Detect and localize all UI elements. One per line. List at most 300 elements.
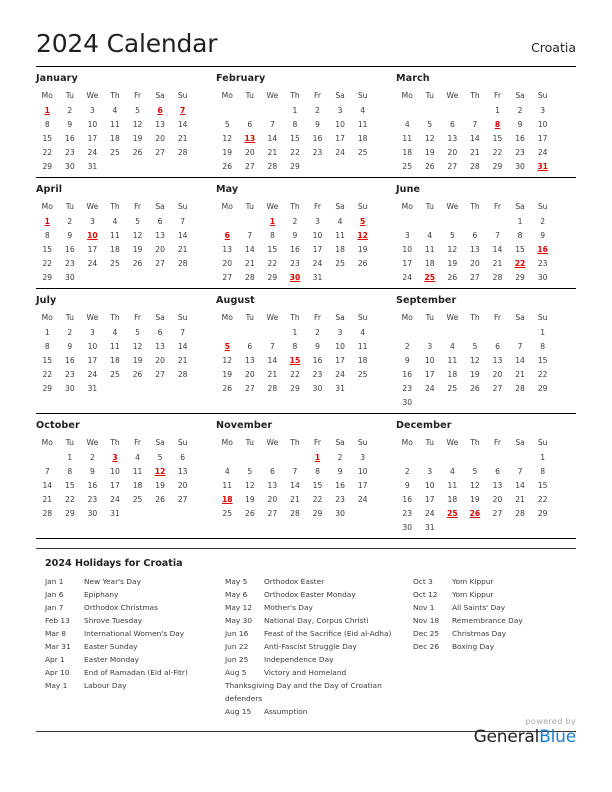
- weekday-header-row: [396, 436, 554, 451]
- weekday-header-fr: Fr: [314, 91, 321, 100]
- day-cell: 19: [132, 245, 143, 254]
- day-cell: 12: [470, 481, 480, 490]
- week-row: [216, 118, 374, 132]
- day-cell: 23: [402, 384, 413, 393]
- day-cell-empty: [239, 326, 262, 340]
- day-cell: 10: [424, 481, 435, 490]
- holiday-date: Jan 1: [45, 576, 64, 586]
- day-cell: 2: [517, 106, 523, 115]
- month-day-grid: [396, 200, 554, 285]
- weekday-header-row: [216, 89, 374, 104]
- weekday-header-tu: Tu: [425, 438, 434, 447]
- day-cell: 8: [44, 120, 50, 129]
- day-cell: 31: [335, 384, 345, 393]
- weekday-header-row: [36, 311, 194, 326]
- weekday-header-fr: Fr: [314, 438, 321, 447]
- day-cell: 5: [472, 342, 478, 351]
- holiday-list-item: [225, 666, 395, 705]
- day-cell: 15: [42, 134, 53, 143]
- day-cell-empty: [329, 271, 352, 285]
- weekday-header-we: We: [86, 313, 99, 322]
- day-cell: 24: [312, 259, 323, 268]
- holiday-list-item: [225, 575, 395, 588]
- month-row: [36, 178, 576, 289]
- day-cell-empty: [104, 160, 127, 174]
- day-cell: 7: [292, 467, 298, 476]
- day-cell: 3: [89, 328, 95, 337]
- day-cell: 19: [470, 495, 480, 504]
- day-cell: 4: [135, 453, 140, 462]
- week-row: [36, 354, 194, 368]
- month-row: [36, 67, 576, 178]
- day-cell-empty: [441, 396, 464, 410]
- day-cell: 6: [157, 217, 163, 226]
- day-cell: 22: [290, 370, 300, 379]
- day-cell: 7: [180, 217, 186, 226]
- day-cell: 12: [222, 356, 233, 365]
- day-cell-empty: [351, 271, 374, 285]
- day-cell: 27: [155, 259, 165, 268]
- day-cell: 26: [424, 162, 435, 171]
- weekday-header-th: Th: [110, 438, 120, 447]
- weekday-header-su: Su: [537, 313, 548, 322]
- month-block-october: [36, 420, 216, 535]
- day-cell: 1: [67, 453, 73, 462]
- weekday-header-mo: Mo: [221, 438, 233, 447]
- weekday-header-fr: Fr: [134, 438, 141, 447]
- weekday-header-we: We: [86, 438, 99, 447]
- day-cell: 21: [244, 259, 255, 268]
- day-cell-empty: [216, 326, 239, 340]
- footer-branding: [474, 715, 576, 748]
- week-row: [396, 243, 554, 257]
- day-cell-empty: [464, 215, 487, 229]
- page-title: 2024 Calendar: [36, 29, 218, 58]
- day-cell: 15: [290, 134, 300, 143]
- day-cell: 11: [402, 134, 413, 143]
- week-row: [36, 382, 194, 396]
- month-day-grid: [396, 436, 554, 535]
- day-cell: 21: [267, 148, 278, 157]
- week-row: [216, 326, 374, 340]
- weekday-header-row: [36, 200, 194, 215]
- month-name: July: [36, 294, 57, 306]
- holidays-column-2: [222, 575, 399, 719]
- day-cell: 12: [132, 342, 143, 351]
- day-cell: 22: [537, 495, 548, 504]
- day-cell-empty: [171, 382, 194, 396]
- day-cell-empty: [239, 451, 262, 465]
- day-cell: 20: [222, 259, 233, 268]
- day-cell: 24: [402, 273, 413, 282]
- day-cell: 17: [402, 259, 413, 268]
- day-cell: 11: [222, 481, 233, 490]
- holiday-list-item: [413, 588, 572, 601]
- weekday-header-we: We: [446, 438, 459, 447]
- day-cell: 5: [135, 106, 140, 115]
- day-cell-holiday: 12: [357, 231, 368, 240]
- weekday-header-tu: Tu: [245, 313, 254, 322]
- day-cell: 20: [244, 148, 255, 157]
- day-cell: 9: [540, 231, 546, 240]
- day-cell: 18: [447, 370, 458, 379]
- month-day-grid: [216, 89, 374, 174]
- day-cell: 25: [335, 259, 345, 268]
- day-cell: 4: [112, 106, 118, 115]
- day-cell: 7: [517, 342, 523, 351]
- day-cell: 28: [470, 162, 480, 171]
- day-cell: 28: [267, 162, 278, 171]
- holiday-date: Feb 13: [45, 615, 70, 625]
- day-cell-holiday: 22: [514, 259, 526, 268]
- holiday-list-item: [45, 614, 218, 627]
- week-row: [216, 146, 374, 160]
- day-cell: 28: [515, 384, 525, 393]
- day-cell: 6: [180, 453, 186, 462]
- day-cell: 14: [244, 245, 255, 254]
- day-cell: 13: [447, 134, 458, 143]
- day-cell: 2: [292, 217, 298, 226]
- month-name: May: [215, 183, 239, 195]
- holiday-list-item: [45, 601, 218, 614]
- day-cell: 24: [357, 495, 368, 504]
- day-cell-holiday: 31: [537, 162, 548, 171]
- day-cell-holiday: 6: [224, 231, 230, 240]
- day-cell-empty: [171, 160, 194, 174]
- week-row: [396, 493, 554, 507]
- day-cell: 13: [155, 342, 165, 351]
- day-cell: 11: [424, 245, 435, 254]
- week-row: [36, 118, 194, 132]
- weekday-header-fr: Fr: [134, 91, 141, 100]
- day-cell: 1: [44, 328, 50, 337]
- day-cell: 2: [67, 106, 73, 115]
- day-cell: 21: [177, 134, 188, 143]
- day-cell-holiday: 1: [269, 217, 276, 226]
- weekday-header-su: Su: [357, 202, 368, 211]
- day-cell-empty: [486, 396, 509, 410]
- day-cell-empty: [149, 382, 172, 396]
- day-cell: 23: [402, 509, 413, 518]
- day-cell: 20: [177, 481, 188, 490]
- day-cell: 11: [335, 231, 345, 240]
- holiday-list-item: [225, 588, 395, 601]
- day-cell: 9: [89, 467, 95, 476]
- weekday-header-fr: Fr: [494, 438, 501, 447]
- day-cell: 14: [290, 481, 300, 490]
- day-cell-empty: [419, 326, 442, 340]
- month-block-march: [396, 73, 576, 174]
- weekday-header-tu: Tu: [65, 202, 74, 211]
- day-cell-empty: [261, 451, 284, 465]
- day-cell: 24: [87, 370, 98, 379]
- day-cell: 14: [177, 120, 188, 129]
- day-cell: 6: [495, 467, 500, 476]
- day-cell: 24: [110, 495, 120, 504]
- day-cell: 5: [157, 453, 163, 462]
- day-cell-empty: [216, 215, 239, 229]
- day-cell: 21: [42, 495, 53, 504]
- day-cell: 16: [87, 481, 98, 490]
- day-cell: 26: [357, 259, 368, 268]
- weekday-header-mo: Mo: [401, 202, 413, 211]
- weekday-header-sa: Sa: [155, 438, 165, 447]
- day-cell-empty: [419, 215, 442, 229]
- day-cell: 22: [65, 495, 75, 504]
- day-cell: 29: [537, 509, 548, 518]
- day-cell-holiday: 1: [44, 106, 50, 115]
- day-cell: 23: [87, 495, 98, 504]
- weekday-header-we: We: [266, 202, 279, 211]
- day-cell: 11: [132, 467, 143, 476]
- day-cell: 2: [337, 453, 343, 462]
- day-cell: 9: [337, 467, 343, 476]
- day-cell: 5: [449, 231, 455, 240]
- day-cell: 26: [132, 370, 143, 379]
- day-cell: 30: [335, 509, 345, 518]
- week-row: [216, 465, 374, 479]
- day-cell: 23: [537, 259, 548, 268]
- day-cell: 7: [247, 231, 253, 240]
- day-cell-empty: [239, 215, 262, 229]
- holiday-date: May 30: [224, 615, 253, 625]
- holiday-list-item: [413, 601, 572, 614]
- day-cell: 20: [244, 370, 255, 379]
- day-cell: 25: [402, 162, 413, 171]
- day-cell: 9: [404, 356, 410, 365]
- day-cell: 16: [402, 370, 413, 379]
- day-cell-holiday: 6: [157, 106, 163, 115]
- day-cell: 29: [492, 162, 503, 171]
- holidays-column-1: [45, 575, 222, 719]
- day-cell-empty: [126, 382, 149, 396]
- day-cell-empty: [509, 326, 532, 340]
- holidays-section: [36, 548, 576, 732]
- generalblue-logo: [474, 727, 576, 748]
- day-cell: 20: [492, 370, 503, 379]
- month-name: February: [215, 72, 266, 84]
- day-cell: 21: [470, 148, 480, 157]
- day-cell: 24: [87, 148, 98, 157]
- weekday-header-tu: Tu: [425, 202, 434, 211]
- day-cell-empty: [149, 507, 172, 521]
- day-cell: 7: [180, 328, 186, 337]
- day-cell: 9: [315, 342, 320, 351]
- weekday-header-th: Th: [110, 91, 120, 100]
- weekday-header-su: Su: [177, 438, 188, 447]
- day-cell: 5: [472, 467, 478, 476]
- holiday-list-item: [225, 601, 395, 614]
- day-cell: 16: [515, 134, 525, 143]
- day-cell: 16: [65, 245, 75, 254]
- weekday-header-tu: Tu: [65, 438, 74, 447]
- day-cell: 30: [65, 273, 75, 282]
- day-cell: 19: [424, 148, 435, 157]
- day-cell: 6: [449, 120, 455, 129]
- day-cell: 2: [315, 106, 320, 115]
- weekday-header-fr: Fr: [134, 313, 141, 322]
- weekday-header-sa: Sa: [335, 438, 345, 447]
- day-cell: 16: [335, 481, 345, 490]
- holiday-name: Victory and Homeland Thanksgiving Day and the Day of Croatian defenders: [224, 668, 382, 704]
- holiday-name: Shrove Tuesday: [84, 615, 143, 625]
- day-cell-empty: [441, 451, 464, 465]
- day-cell: 25: [110, 370, 120, 379]
- day-cell: 8: [540, 342, 546, 351]
- day-cell: 23: [65, 370, 75, 379]
- day-cell: 6: [157, 328, 163, 337]
- day-cell: 19: [222, 370, 233, 379]
- weekday-header-mo: Mo: [41, 91, 53, 100]
- holiday-name: Orthodox Christmas: [84, 602, 158, 612]
- day-cell: 10: [402, 245, 413, 254]
- weekday-header-mo: Mo: [401, 91, 413, 100]
- day-cell: 8: [269, 231, 275, 240]
- day-cell: 18: [335, 245, 345, 254]
- day-cell-empty: [396, 326, 419, 340]
- powered-by-label: powered by: [525, 716, 576, 726]
- day-cell: 28: [267, 384, 278, 393]
- day-cell: 7: [495, 231, 500, 240]
- week-row: [396, 521, 554, 535]
- month-block-august: [216, 295, 396, 410]
- day-cell: 11: [357, 120, 368, 129]
- holiday-name: New Year's Day: [84, 576, 141, 586]
- day-cell: 10: [424, 356, 435, 365]
- day-cell-empty: [464, 521, 487, 535]
- holiday-name: Yom Kippur: [451, 589, 494, 599]
- day-cell: 3: [427, 342, 433, 351]
- day-cell-empty: [419, 396, 442, 410]
- holiday-date: Nov 1: [412, 602, 435, 612]
- weekday-header-we: We: [446, 202, 459, 211]
- day-cell-empty: [351, 382, 374, 396]
- day-cell-empty: [441, 326, 464, 340]
- week-row: [396, 326, 554, 340]
- holiday-name: Epiphany: [84, 589, 119, 599]
- day-cell: 1: [540, 453, 546, 462]
- day-cell: 23: [515, 148, 525, 157]
- holiday-name: Anti-Fascist Struggle Day: [263, 641, 357, 651]
- week-row: [396, 382, 554, 396]
- day-cell: 5: [135, 217, 140, 226]
- day-cell: 27: [177, 495, 188, 504]
- day-cell: 7: [472, 120, 478, 129]
- week-row: [216, 493, 374, 507]
- day-cell: 15: [492, 134, 503, 143]
- day-cell: 4: [427, 231, 433, 240]
- weekday-header-th: Th: [470, 202, 480, 211]
- holiday-list-item: [225, 640, 395, 653]
- month-block-july: [36, 295, 216, 410]
- day-cell-empty: [419, 451, 442, 465]
- weekday-header-tu: Tu: [425, 313, 434, 322]
- weekday-header-th: Th: [290, 313, 300, 322]
- day-cell: 27: [244, 384, 255, 393]
- week-row: [396, 118, 554, 132]
- brand-general-text: General: [473, 727, 540, 747]
- holiday-list-item: [413, 575, 572, 588]
- day-cell: 19: [470, 370, 480, 379]
- day-cell: 18: [132, 481, 143, 490]
- weekday-header-fr: Fr: [494, 313, 501, 322]
- day-cell: 27: [222, 273, 233, 282]
- day-cell-empty: [441, 521, 464, 535]
- day-cell-empty: [464, 326, 487, 340]
- day-cell: 3: [315, 217, 320, 226]
- day-cell: 24: [424, 384, 435, 393]
- week-row: [396, 396, 554, 410]
- day-cell: 1: [517, 217, 523, 226]
- day-cell: 18: [110, 245, 120, 254]
- day-cell: 24: [335, 370, 345, 379]
- weekday-header-sa: Sa: [155, 313, 165, 322]
- holiday-date: Jan 6: [45, 589, 64, 599]
- weekday-header-row: [216, 200, 374, 215]
- day-cell: 13: [222, 245, 233, 254]
- day-cell: 30: [402, 398, 413, 407]
- day-cell: 17: [357, 481, 368, 490]
- day-cell-holiday: 15: [289, 356, 301, 365]
- week-row: [36, 257, 194, 271]
- holiday-name: Easter Sunday: [84, 641, 138, 651]
- weekday-header-th: Th: [470, 91, 480, 100]
- day-cell: 7: [517, 467, 523, 476]
- day-cell: 19: [132, 134, 143, 143]
- month-name: January: [36, 72, 78, 84]
- day-cell: 15: [267, 245, 278, 254]
- day-cell-empty: [351, 507, 374, 521]
- day-cell: 11: [447, 356, 458, 365]
- day-cell: 30: [402, 523, 413, 532]
- day-cell: 21: [515, 495, 525, 504]
- weekday-header-tu: Tu: [245, 438, 254, 447]
- week-row: [36, 132, 194, 146]
- day-cell: 7: [44, 467, 50, 476]
- day-cell: 13: [155, 120, 165, 129]
- holiday-name: Mother's Day: [263, 602, 313, 612]
- weekday-header-we: We: [266, 91, 279, 100]
- day-cell: 9: [404, 481, 410, 490]
- day-cell: 29: [290, 384, 300, 393]
- day-cell-empty: [509, 521, 532, 535]
- day-cell: 15: [537, 356, 548, 365]
- holiday-date: Apr 1: [45, 655, 65, 665]
- holiday-date: May 5: [224, 576, 248, 586]
- day-cell: 19: [244, 495, 255, 504]
- weekday-header-su: Su: [357, 438, 368, 447]
- day-cell: 14: [267, 134, 278, 143]
- day-cell: 6: [472, 231, 478, 240]
- day-cell: 21: [177, 245, 188, 254]
- day-cell: 19: [357, 245, 368, 254]
- month-block-april: [36, 184, 216, 285]
- day-cell: 4: [360, 328, 366, 337]
- weekday-header-mo: Mo: [221, 202, 233, 211]
- day-cell: 28: [42, 509, 53, 518]
- week-row: [216, 215, 374, 229]
- day-cell: 12: [222, 134, 233, 143]
- day-cell: 13: [267, 481, 278, 490]
- day-cell: 3: [427, 467, 433, 476]
- day-cell-empty: [126, 507, 149, 521]
- holiday-name: Easter Monday: [84, 655, 140, 665]
- weekday-header-row: [396, 311, 554, 326]
- day-cell: 12: [424, 134, 435, 143]
- holiday-list-item: [45, 640, 218, 653]
- week-row: [396, 340, 554, 354]
- day-cell: 3: [404, 231, 410, 240]
